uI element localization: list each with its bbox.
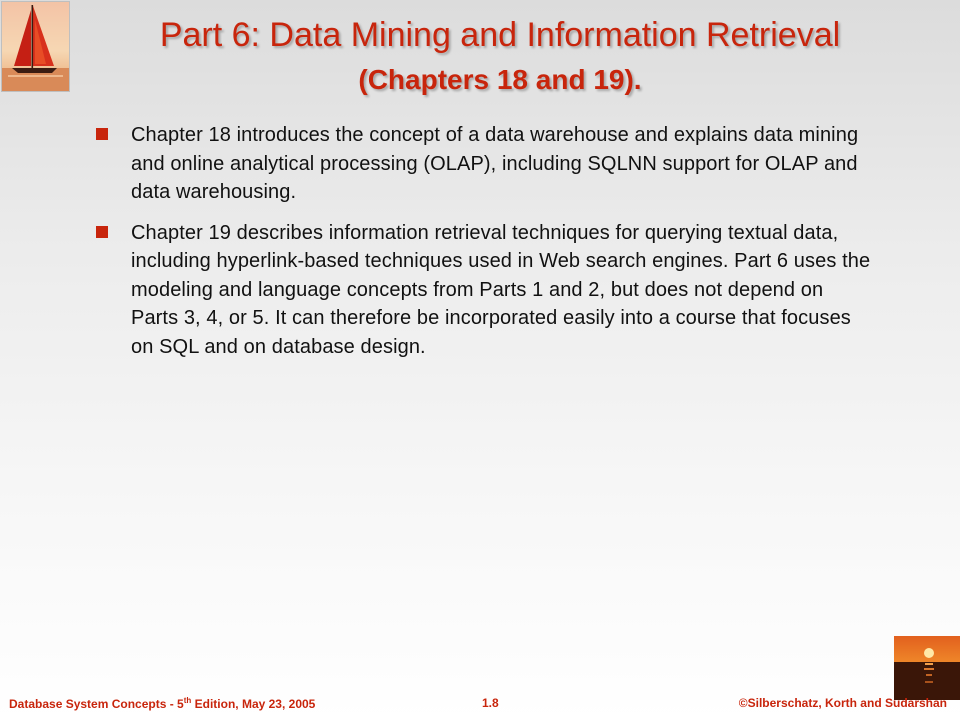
bullet-item	[96, 219, 876, 362]
sailboat-logo-icon	[1, 1, 70, 92]
bullet-text: Chapter 19 describes information retrieval techniques for querying textual data, including hyperlink-based techniques used in Web search engines. Part 6 uses the modeling and language concepts from Parts 1 and 2, but does not depend on Parts 3, 4, or 5. It can therefore be incorporated easily into a course that focuses on SQL and on database design.	[131, 221, 871, 358]
bullet-item	[96, 121, 876, 207]
bullet-list	[96, 121, 876, 373]
copyright-notice: ©Silberschatz, Korth and Sudarshan	[738, 696, 947, 710]
slide-title	[80, 14, 920, 100]
square-bullet-icon	[96, 128, 108, 140]
sunset-logo-icon	[894, 636, 960, 700]
slide-footer	[0, 694, 960, 720]
title-subtitle: (Chapters 18 and 19).	[358, 64, 642, 95]
bullet-text: Chapter 18 introduces the concept of a data warehouse and explains data mining and online analytical processing (OLAP), including SQLNN support for OLAP and data warehousing.	[131, 124, 859, 203]
square-bullet-icon	[96, 226, 108, 238]
footer-course-title: Database System Concepts - 5th Edition, May 23, 2005	[9, 696, 316, 711]
title-main: Part 6: Data Mining and Information Retrieval	[159, 16, 841, 54]
page-number: 1.8	[482, 696, 499, 710]
